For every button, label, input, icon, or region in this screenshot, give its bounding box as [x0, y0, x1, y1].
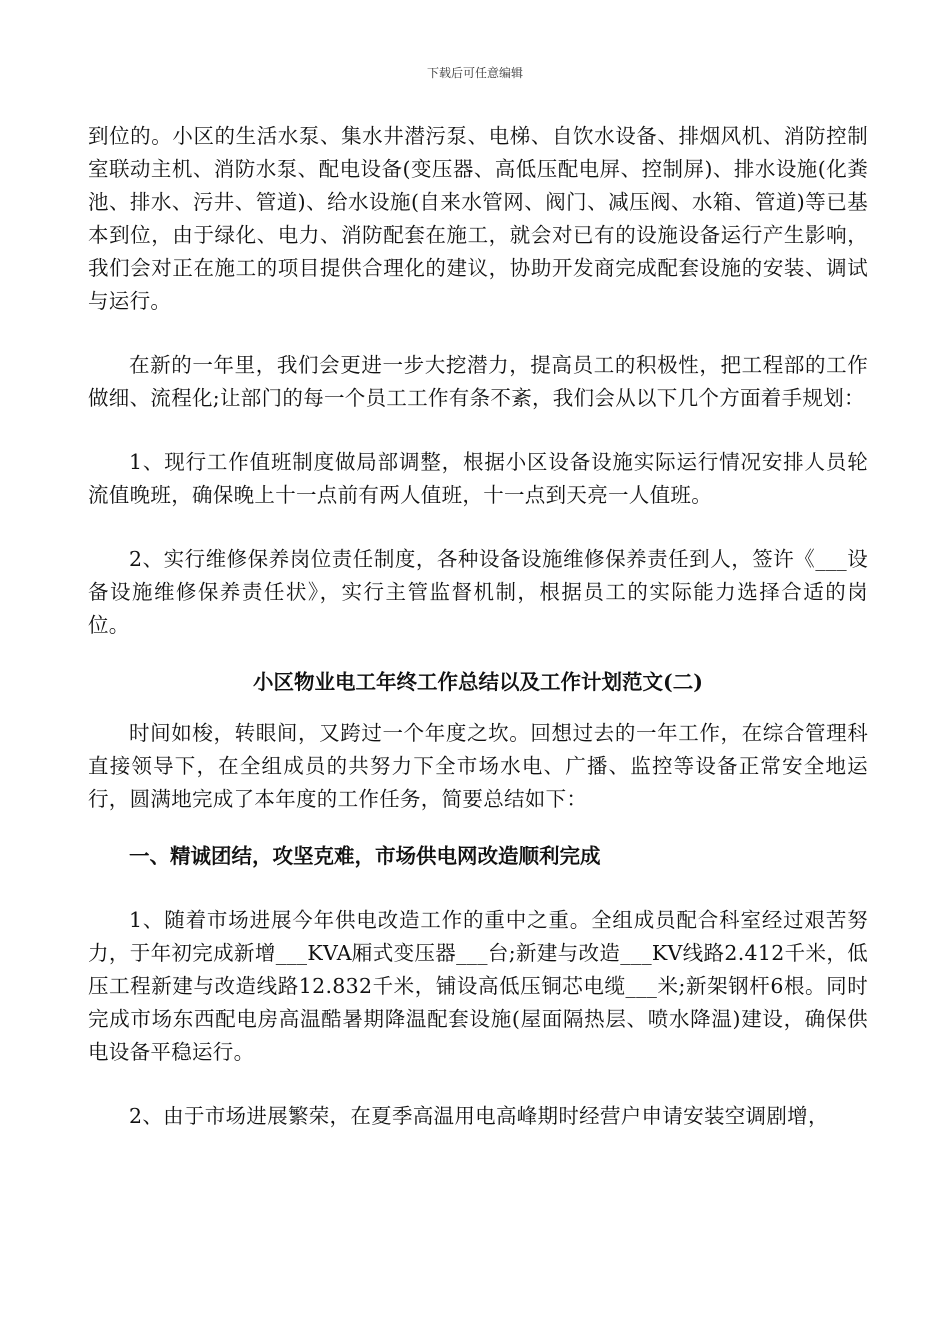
document-body	[88, 120, 868, 1164]
heading-power-grid: 一、精诚团结，攻坚克难，市场供电网改造顺利完成	[129, 844, 601, 868]
paragraph-duty-schedule: 1、现行工作值班制度做局部调整，根据小区设备设施实际运行情况安排人员轮流值晚班，确保晚上十一点前有两人值班，十一点到天亮一人值班。	[88, 450, 868, 507]
paragraph-summer-demand: 2、由于市场进展繁荣，在夏季高温用电高峰期时经营户申请安装空调剧增，	[129, 1104, 829, 1128]
paragraph-year-summary: 时间如梭，转眼间，又跨过一个年度之坎。回想过去的一年工作，在综合管理科直接领导下，在全组成员的共努力下全市场水电、广播、监控等设备正常安全地运行，圆满地完成了本年度的工作任务，简要总结如下：	[88, 721, 868, 811]
header-note: 下载后可任意编辑	[426, 66, 523, 80]
paragraph-grid-upgrade: 1、随着市场进展今年供电改造工作的重中之重。全组成员配合科室经过艰苦努力，于年初完成新增___KVA厢式变压器___台;新建与改造___KV线路2.412千米，低压工程新建与改造线路12.832千米，铺设高低压铜芯电缆___米;新架钢杆6根。同时完成市场东西配电房高温酷暑期降温配套设施(屋面隔热层、喷水降温)建设，确保供电设备平稳运行。	[88, 908, 868, 1064]
paragraph-facilities: 到位的。小区的生活水泵、集水井潜污泵、电梯、自饮水设备、排烟风机、消防控制室联动主机、消防水泵、配电设备(变压器、高低压配电屏、控制屏)、排水设施(化粪池、排水、污井、管道)、给水设施(自来水管网、阀门、减压阀、水箱、管道)等已基本到位，由于绿化、电力、消防配套在施工，就会对已有的设施设备运行产生影响，我们会对正在施工的项目提供合理化的建议，协助开发商完成配套设施的安装、调试与运行。	[88, 124, 868, 313]
paragraph-maintenance-responsibility: 2、实行维修保养岗位责任制度，各种设备设施维修保养责任到人，签许《___设备设施维修保养责任状》，实行主管监督机制，根据员工的实际能力选择合适的岗位。	[88, 547, 868, 637]
paragraph-new-year-plan: 在新的一年里，我们会更进一步大挖潜力，提高员工的积极性，把工程部的工作做细、流程化;让部门的每一个员工工作有条不紊，我们会从以下几个方面着手规划：	[88, 353, 868, 410]
section-title: 小区物业电工年终工作总结以及工作计划范文(二)	[253, 670, 703, 694]
